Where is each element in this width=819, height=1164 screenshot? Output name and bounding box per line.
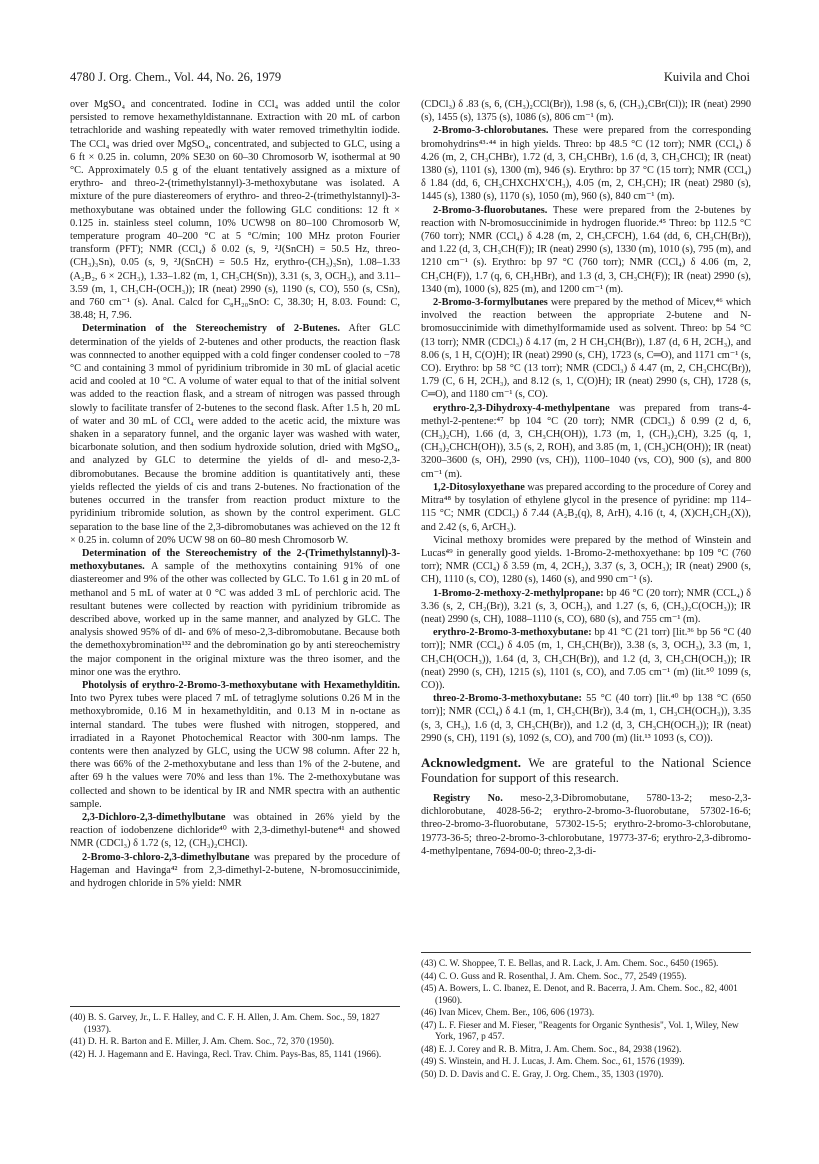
compound-heading: erythro-2-Bromo-3-methoxybutane: [433, 627, 592, 639]
footnotes-right [421, 952, 751, 1082]
compound-heading: 1-Bromo-2-methoxy-2-methylpropane: [433, 587, 604, 599]
section-heading: Photolysis of erythro-2-Bromo-3-methoxybutane with Hexamethylditin. [82, 679, 400, 691]
paragraph-text: A sample of the methoxytins containing 91% of one diastereomer and 9% of the other was collected by GLC. To 1.61 g in 20 mL of methanol and 5 mL of water at 0 °C was added 3 mL of perchloric acid. The resultant butenes were collected by reaction with pyridinium tribromide as described above, worked up in the same manner, and analyzed by GLC. The analysis showed 95% of dl- and 6% of meso-2,3-dibromobutane. Because both the demethoxybromination¹³² and the debromination go by anti stereochemistry the major component in the original mixture was the threo isomer, and the minor one was the erythro. [70, 561, 400, 678]
acknowledgment-heading: Acknowledgment. [421, 754, 522, 770]
paragraph [421, 692, 751, 745]
footnote: (40) B. S. Garvey, Jr., L. F. Halley, and C. F. H. Allen, J. Am. Chem. Soc., 59, 1827 (1937). [70, 1013, 380, 1035]
paragraph-text: bp 41 °C (21 torr) [lit.³⁶ bp 56 °C (40 torr)]; NMR (CCl₄) δ 4.05 (m, 1, CH₃CH(Br)), 3.38 (s, 3, OCH₃), 3.3 (m, 1, CH₃CH(OCH₃)), 1.64 (d, 3, CH₃CH(Br)), and 1.2 (d, 3, CH₃CH(OCH₃)); IR (neat) 2990 (s, CH), 1215 (s), 1101 (s, CO), and 7.05 cm⁻¹ (m) (lit.⁵⁰ 1099 (s, CO)). [421, 627, 751, 691]
paragraph [421, 204, 751, 296]
acknowledgment [421, 755, 751, 786]
paragraph [70, 547, 400, 679]
footnote: (49) S. Winstein, and H. J. Lucas, J. Am. Chem. Soc., 61, 1576 (1939). [421, 1057, 685, 1067]
page-header [70, 70, 750, 90]
paragraph-text: Into two Pyrex tubes were placed 7 mL of tetraglyme solutions 0.26 M in the methoxybromide, 0.16 M in hexamethylditin, and 0.13 M in n-octane as internal standard. The tubes were flushed with nitrogen, stoppered, and irradiated in a Rayonet Photochemical Reactor with 300-nm lamps. The contents were then analyzed by GLC, using the UCW 98 column. After 22 h, there was 66% of the 2-methoxybutane and less than 1% of the 2-butene, and after 69 h the values were 70% and less than 1%. The 2-methoxybutane was collected and shown to be identical by IR and NMR spectra with an authentic sample. [70, 693, 400, 810]
compound-heading: 2-Bromo-3-fluorobutanes. [433, 204, 548, 216]
acknowledgment-text: We are grateful to the National Science Foundation for support of this research. [421, 755, 751, 785]
paragraph [70, 679, 400, 811]
paragraph-text: was prepared by the procedure of Hageman and Havinga⁴² from 2,3-dimethyl-2-butene, N-bromosuccinimide, and hydrogen chloride in 5% yield: NMR [70, 851, 400, 889]
paragraph-text: These were prepared from the 2-butenes by reaction with N-bromosuccinimide in hydrogen fluoride.⁴⁵ Threo: bp 112.5 °C (760 torr); NMR (CCl₄) δ 4.28 (m, 2, CH₃CFCH), 1.64 (dd, 6, CH₃CH(Br)), and 1.22 (d, 3, CH₃CH(F)); IR (neat) 2990 (s), 1330 (m), 1010 (s), 795 (m), and 1210 cm⁻¹ (s). Erythro: bp 97 °C (760 torr); NMR (CCl₄) δ 4.06 (m, 2, CH₃CH(F)), 1.7 (q, 6, CH₃HBr), and 1.3 (d, 3, CH₃CH(F)); IR (neat) 2990 (s), 1340 (m), 1000 (s), 825 (m), and 1200 cm⁻¹ (m). [421, 204, 751, 295]
footnote: (44) C. O. Guss and R. Rosenthal, J. Am. Chem. Soc., 77, 2549 (1955). [421, 971, 687, 982]
compound-heading: 2-Bromo-3-chlorobutanes. [433, 125, 549, 137]
paragraph: Vicinal methoxy bromides were prepared by the method of Winstein and Lucas⁴⁹ in generally good yields. 1-Bromo-2-methoxyethane: bp 109 °C (760 torr); NMR (CCl₄) δ 3.59 (m, 4, 2CH₂), 3.37 (s, 3, OCH₃); IR (neat) 2900 (s, CH), 1110 (s, CO), 1280 (s), 1460 (s), and 990 cm⁻¹ (s). [421, 534, 751, 586]
paragraph: over MgSO₄ and concentrated. Iodine in CCl₄ was added until the color persisted to remove hexamethyldistannane. Extraction with 20 mL of carbon tetrachloride and washing repeatedly with water removed trimethyltin iodide. The CCl₄ was dried over MgSO₄, concentrated, and subjected to GLC, using a 6 ft × 0.25 in. column, 20% SE30 on 60–30 Chromosorb W, isothermal at 90 °C. Approximately 0.5 g of the eluant tentatively assigned as a mixture of erythro- and threo-2-(trimethylstannyl)-3-methoxybutane was isolated. A mixture of the pure diastereomers of erythro- and threo-2-(trimethylstannyl)-3-methoxybutane was obtained under the following GLC conditions: 12 ft × 0.125 in. stainless steel column, 10% UCW98 on 80–100 Chromosorb W, temperature program 40–200 °C at 5 °C/min; 100 MHz proton Fourier transform (PFT); NMR (CCl₄) δ 0.02 (s, 9, ²J(SnCH) = 50.5 Hz, threo-(CH₃)₃Sn), 0.05 (s, 9, ²J(SnCH) = 50.5 Hz, erythro-(CH₃)₃Sn), 1.08–1.33 (A₂B₂, 6 × 2CH₃), 1.33–1.82 (m, 1, CH₃CH(Sn)), 3.31 (s, 3, OCH₃), and 3.11–3.59 (m, 1, CH₃CH-(OCH₃)); IR (neat) 2990 (s), 1190 (s, CO), 550 (s, CSn), and 760 cm⁻¹ (s). Anal. Calcd for C₈H₂₀SnO: C, 38.30; H, 8.03. Found: C, 38.48; H, 7.96. [70, 99, 400, 322]
footnote: (48) E. J. Corey and R. B. Mitra, J. Am. Chem. Soc., 84, 2938 (1962). [421, 1044, 682, 1055]
left-column [70, 98, 400, 890]
compound-heading: 2-Bromo-3-chloro-2,3-dimethylbutane [82, 851, 250, 863]
footnote: (41) D. H. R. Barton and E. Miller, J. Am. Chem. Soc., 72, 370 (1950). [70, 1037, 335, 1047]
running-authors: Kuivila and Choi [663, 70, 750, 84]
compound-heading: erythro-2,3-Dihydroxy-4-methylpentane [433, 402, 610, 414]
paragraph [70, 811, 400, 851]
paragraph [421, 402, 751, 481]
paragraph [421, 481, 751, 534]
footnote: (50) D. D. Davis and C. E. Gray, J. Org. Chem., 35, 1303 (1970). [421, 1069, 664, 1080]
paragraph-text: was obtained in 26% yield by the reaction of iodobenzene dichloride⁴⁰ with 2,3-dimethyl-butene⁴¹ and showed NMR (CDCl₃) δ 1.72 (s, 12, (CH₃)₂CHCl). [70, 811, 400, 850]
paragraph-text: These were prepared from the corresponding bromohydrins⁴³·⁴⁴ in high yields. Threo: bp 48.5 °C (12 torr); NMR (CCl₄) δ 4.26 (m, 2, CH₃CHBr), 1.72 (d, 3, CH₃CHBr), 1.6 (d, 3, CH₃CHCl); IR (neat) 1380 (s), 1101 (s), 1300 (m), 946 (s). Erythro: bp 37 °C (15 torr); NMR (CCl₄) δ 1.84 (dd, 6, CH₃CHXCHX′CH₃), 4.05 (m, 2, CH₃CH); IR (neat) 2980 (s), 1445 (s), 1380 (s), 1170 (s), 1050 (m), 960 (s), 840 cm⁻¹ (m). [421, 125, 751, 203]
registry-text: meso-2,3-Dibromobutane, 5780-13-2; meso-2,3-dichlorobutane, 4028-56-2; erythro-2-bromo-3-fluorobutane, 57302-16-6; threo-2-bromo-3-fluorobutane, 57302-15-5; erythro-2-bromo-3-chlorobutane, 19773-36-5; threo-2-bromo-3-chlorobutane, 19773-37-6; erythro-2,3-dibromo-4-methylpentane, 7694-00-0; threo-2,3-di- [421, 792, 751, 857]
paragraph [70, 851, 400, 891]
paragraph: (CDCl₃) δ .83 (s, 6, (CH₃)₂CCl(Br)), 1.98 (s, 6, (CH₃)₂CBr(Cl)); IR (neat) 2990 (s), 1455 (s), 1375 (s), 1086 (s), 806 cm⁻¹ (m). [421, 99, 751, 124]
compound-heading: 2,3-Dichloro-2,3-dimethylbutane [82, 811, 226, 823]
compound-heading: 2-Bromo-3-formylbutanes [433, 297, 548, 309]
paragraph-text: were prepared by the method of Micev,⁴⁶ which involved the reaction between the appropriate 2-butene and N-bromosuccinimide with dimethylformamide used as solvent. Threo: bp 54 °C (13 torr); NMR (CDCl₃) δ 4.17 (m, 2 H CH₃CH(Br)), 1.87 (d, 6 H, 2CH₃), and 8.06 (s, 1 H, C(O)H); IR (neat) 2990 (s, CH), 1723 (s, C═O), and 1171 cm⁻¹ (s, CO). Erythro: bp 58 °C (13 torr); NMR (CDCl₃) δ 4.47 (m, 2, CH₃CHC(Br)), 1.79 (C, 6 H, 2CH₃), and 8.12 (s, 1, C(O)H); IR (neat) 2990 (s, CH), 1728 (s, C═O), and 1180 cm⁻¹ (s, CO). [421, 297, 751, 401]
section-heading: Determination of the Stereochemistry of 2-Butenes. [82, 323, 340, 335]
compound-heading: 1,2-Ditosyloxyethane [433, 481, 525, 493]
right-column [421, 98, 751, 858]
paragraph-text: was prepared from trans-4-methyl-2-pentene:⁴⁷ bp 104 °C (20 torr); NMR (CDCl₃) δ 0.99 (2 d, 6, (CH₃)₂CH), 1.66 (d, 3, CH₃CH(OH)), 1.73 (m, 1, (CH₃)₂CH), 3.25 (q, 1, (CH₃)₂CHCH(OH)), 3.5 (s, 2, ROH), and 3.85 (m, 1, (CH₃)CH(OH)); IR (neat) 3200–3600 (s, OH), 2990 (vs, CH)), 1100–1040 (vs, CO), 900 (s), and 800 cm⁻¹ (m). [421, 402, 751, 480]
paragraph [421, 296, 751, 402]
paragraph-text: was prepared according to the procedure of Corey and Mitra⁴⁸ by tosylation of ethylene glycol in the presence of pyridine: mp 114–115 °C; NMR (CDCl₃) δ 7.44 (A₂B₂(q), 8, ArH), 4.16 (t, 4, (X)CH₂CH₂(X)), and 2.42 (s, 6, ArCH₃). [421, 481, 751, 533]
footnotes-left [70, 1006, 400, 1062]
footnote: (43) C. W. Shoppee, T. E. Bellas, and R. Lack, J. Am. Chem. Soc., 6450 (1965). [421, 959, 719, 969]
paragraph [421, 587, 751, 627]
registry-heading: Registry No. [433, 792, 503, 804]
journal-citation: 4780 J. Org. Chem., Vol. 44, No. 26, 1979 [70, 70, 282, 84]
paragraph-text: bp 46 °C (20 torr); NMR (CCL₄) δ 3.36 (s, 2, CH₂(Br)), 3.21 (s, 3, OCH₃), and 1.27 (s, 6, (CH₃)₂C(OCH₃)); IR (neat) 2990 (s, CH), 1088–1110 (s, CO), 680 (s), and 755 cm⁻¹ (m). [421, 587, 751, 625]
paragraph [70, 322, 400, 546]
paragraph [421, 124, 751, 203]
paragraph-text: 55 °C (40 torr) [lit.⁴⁰ bp 138 °C (650 torr)]; NMR (CCl₄) δ 4.1 (m, 1, CH₃CH(Br)), 3.4 (m, 1, CH₃CH(OCH₃)), 3.35 (s, 3, CH₃), 1.6 (d, 3, CH₃CH(Br)), and 1.2 (d, 3, CH₃CH(OCH₃)); IR (neat) 2990 (s, CH), 1191 (s), 1092 (s, CO), and 700 (m) (lit.¹³ 1093 (s, CO)). [421, 693, 751, 744]
paragraph-text: After GLC determination of the yields of 2-butenes and other products, the reaction flask was connnected to another equipped with a cold finger condenser cooled to −78 °C and containing 3 mmol of pyridinium tribromide in 30 mL of glacial acetic acid and cooled at 10 °C. A volume of water equal to that of the initial solvent was added to the reaction flask, and a stream of nitrogen was passed through slowly to facilitate transfer of 2-butenes to the second flask. After 1.5 h, 20 mL of water and 30 mL of CCl₄ were added to the acetic acid, the mixture was shaken in a separatory funnel, and the organic layer was washed with water, bicarbonate solution, and then sodium hydroxide solution, dried with MgSO₄, and analyzed by GLC to determine the yields of dl- and meso-2,3-dibromobutanes. Because the bromine addition is quantitatively anti, these yields reflected the yields of cis and trans 2-butenes. No fractionation of the butenes occurred in the transfer from reaction product mixture to the pyridinium tribromide solution, as shown by the control experiment. GLC separation to the base line of the 2,3-dibromobutanes was achieved on the 12 ft × 0.25 in. column of 20% UCW 98 on 60–80 mesh Chromosorb W. [70, 323, 400, 546]
footnote: (46) Ivan Micev, Chem. Ber., 106, 606 (1973). [421, 1008, 595, 1018]
footnote: (42) H. J. Hagemann and E. Havinga, Recl. Trav. Chim. Pays-Bas, 85, 1141 (1966). [70, 1049, 382, 1060]
section-heading: Determination of the Stereochemistry of the 2-(Trimethylstannyl)-3-methoxybutanes. [70, 547, 400, 573]
compound-heading: threo-2-Bromo-3-methoxybutane: [433, 693, 582, 705]
registry-numbers [421, 792, 751, 858]
footnote: (45) A. Bowers, L. C. Ibanez, E. Denot, and R. Bacerra, J. Am. Chem. Soc., 82, 4001 (1960). [421, 984, 738, 1006]
footnote: (47) L. F. Fieser and M. Fieser, "Reagents for Organic Synthesis", Vol. 1, Wiley, New York, 1967, p 457. [421, 1020, 739, 1042]
paragraph [421, 626, 751, 692]
